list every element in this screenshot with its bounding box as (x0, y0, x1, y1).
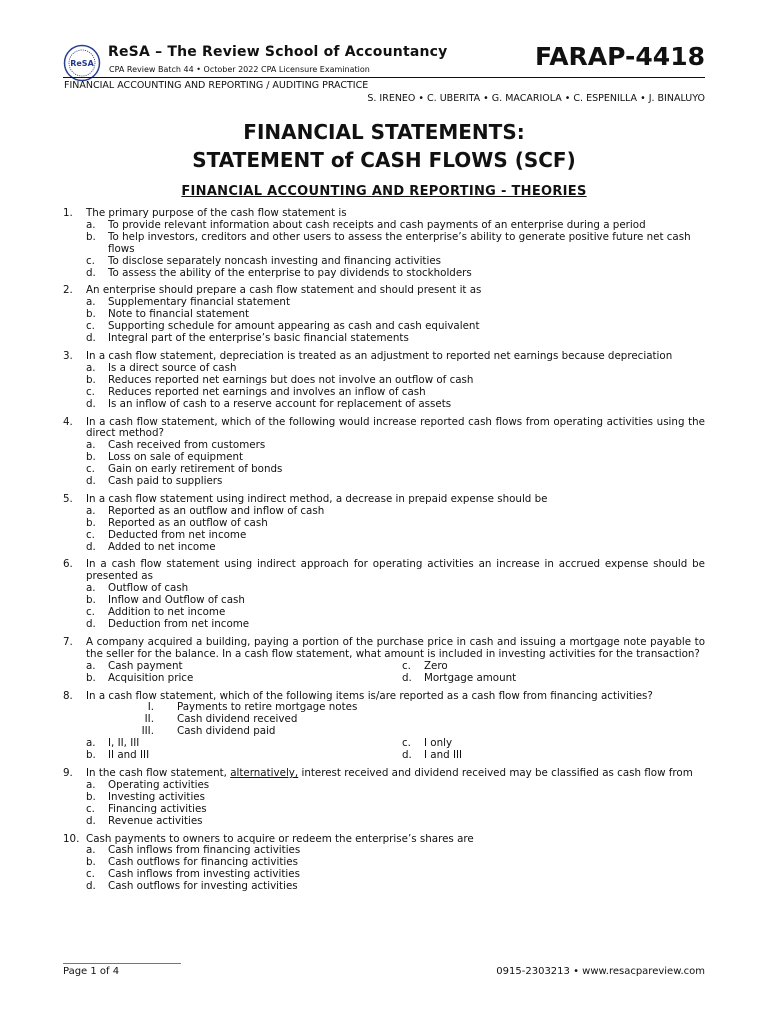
option-b: b. Inflow and Outflow of cash (86, 594, 245, 607)
org-name: ReSA – The Review School of Accountancy (108, 44, 448, 60)
svg-text:ReSA: ReSA (70, 59, 94, 68)
option-a: a. Cash payment (86, 659, 183, 672)
question-text: An enterprise should prepare a cash flow statement and should present it as (86, 284, 482, 297)
option-d: d. Deduction from net income (86, 618, 250, 630)
option-d: d. Cash outflows for investing activities (86, 880, 298, 893)
question-number: 2. (63, 284, 73, 297)
option-c: c. Deducted from net income (86, 528, 247, 541)
roman-item-2: II. Cash dividend received (144, 713, 298, 726)
question-number: 1. (63, 207, 73, 219)
option-d: d. Added to net income (86, 540, 216, 553)
question-text: In a cash flow statement, which of the following items is/are reported as a cash flow from financing activities? (86, 689, 653, 702)
batch-line: CPA Review Batch 44 • October 2022 CPA Licensure Examination (109, 65, 370, 74)
question-number: 4. (63, 415, 73, 428)
title-line-2: STATEMENT of CASH FLOWS (SCF) (192, 148, 576, 172)
option-b: b. Reduces reported net earnings but does not involve an outflow of cash (86, 373, 474, 386)
question-6 (63, 559, 705, 630)
option-c: c. Zero (402, 659, 448, 672)
question-number: 6. (63, 558, 73, 571)
option-b: b. Note to financial statement (86, 308, 250, 321)
option-a: a. Cash inflows from financing activities (86, 844, 301, 857)
option-b: b. Loss on sale of equipment (86, 451, 244, 464)
option-c: c. Addition to net income (86, 606, 226, 619)
question-text: In a cash flow statement, which of the following would increase reported cash flows from operating activities using the direct method? (86, 415, 705, 440)
question-text: In the cash flow statement, alternatively, interest received and dividend received may be classified as cash flow from (86, 766, 693, 779)
option-b: b. Cash outflows for financing activities (86, 856, 298, 869)
underlined-word: alternatively, (230, 766, 299, 779)
contact-info: 0915-2303213 • www.resacpareview.com (496, 966, 705, 977)
option-a: a. I, II, III (86, 737, 140, 750)
question-text: The primary purpose of the cash flow statement is (86, 207, 347, 219)
question-text: In a cash flow statement using indirect method, a decrease in prepaid expense should be (86, 492, 548, 505)
question-number: 7. (63, 635, 73, 648)
question-text: Cash payments to owners to acquire or redeem the enterprise’s shares are (86, 832, 474, 845)
option-d: d. Revenue activities (86, 814, 203, 827)
question-text: In a cash flow statement using indirect approach for operating activities an increase in accrued expense should be presented as (86, 558, 705, 583)
question-text: In a cash flow statement, depreciation is treated as an adjustment to reported net earnings because depreciation (86, 349, 673, 362)
option-c: c. To disclose separately noncash investing and financing activities (86, 254, 442, 267)
question-9 (63, 768, 705, 828)
footer-divider (63, 963, 181, 964)
option-a: a. Operating activities (86, 778, 210, 791)
question-number: 9. (63, 766, 73, 779)
roman-item-1: I. Payments to retire mortgage notes (147, 701, 358, 714)
option-c: c. Financing activities (86, 802, 207, 815)
roman-item-3: III. Cash dividend paid (141, 725, 276, 738)
option-b: b. Investing activities (86, 790, 206, 803)
question-number: 5. (63, 492, 73, 505)
question-list (63, 208, 705, 899)
option-c: c. Reduces reported net earnings and involves an inflow of cash (86, 385, 426, 398)
option-b: b. Reported as an outflow of cash (86, 516, 268, 529)
question-10 (63, 834, 705, 894)
question-number: 3. (63, 349, 73, 362)
option-d: d. Is an inflow of cash to a reserve account for replacement of assets (86, 397, 452, 410)
option-c: c. I only (402, 737, 453, 750)
option-a: a. Reported as an outflow and inflow of cash (86, 504, 325, 517)
option-a: a. To provide relevant information about cash receipts and cash payments of an enterprise during a period (86, 218, 646, 231)
page-number: Page 1 of 4 (63, 966, 120, 977)
question-1 (63, 208, 705, 279)
title-line-1: FINANCIAL STATEMENTS: (243, 120, 525, 144)
header-divider (63, 77, 705, 78)
section-heading: FINANCIAL ACCOUNTING AND REPORTING - THEORIES (181, 184, 587, 199)
question-7 (63, 637, 705, 685)
option-b: b. Acquisition price (86, 671, 194, 684)
option-a: a. Is a direct source of cash (86, 361, 237, 374)
question-number: 10. (63, 832, 80, 845)
question-3 (63, 351, 705, 411)
document-code: FARAP-4418 (535, 42, 705, 71)
option-d: d. Cash paid to suppliers (86, 475, 223, 488)
option-a: a. Supplementary financial statement (86, 296, 290, 309)
question-5 (63, 494, 705, 554)
option-a: a. Outflow of cash (86, 582, 189, 595)
authors-line: S. IRENEO • C. UBERITA • G. MACARIOLA • C. ESPENILLA • J. BINALUYO (367, 93, 705, 104)
option-d: d. To assess the ability of the enterprise to pay dividends to stockholders (86, 266, 472, 279)
option-b: b. To help investors, creditors and other users to assess the enterprise’s ability to generate positive future net cash flows (86, 230, 691, 255)
option-d: d. Integral part of the enterprise’s basic financial statements (86, 332, 409, 345)
option-d: d. Mortgage amount (402, 671, 517, 684)
question-text: A company acquired a building, paying a portion of the purchase price in cash and issuing a mortgage note payable to the seller for the balance. In a cash flow statement, what amount is included in investing activities for the transaction? (86, 635, 705, 660)
option-d: d. I and III (402, 749, 463, 762)
question-4 (63, 417, 705, 488)
option-c: c. Supporting schedule for amount appearing as cash and cash equivalent (86, 320, 480, 333)
question-8 (63, 691, 705, 762)
option-c: c. Cash inflows from investing activities (86, 868, 300, 881)
question-number: 8. (63, 689, 73, 702)
question-2 (63, 285, 705, 345)
option-a: a. Cash received from customers (86, 439, 266, 452)
subject-line: FINANCIAL ACCOUNTING AND REPORTING / AUDITING PRACTICE (64, 80, 369, 91)
option-b: b. II and III (86, 749, 150, 762)
option-c: c. Gain on early retirement of bonds (86, 463, 283, 476)
